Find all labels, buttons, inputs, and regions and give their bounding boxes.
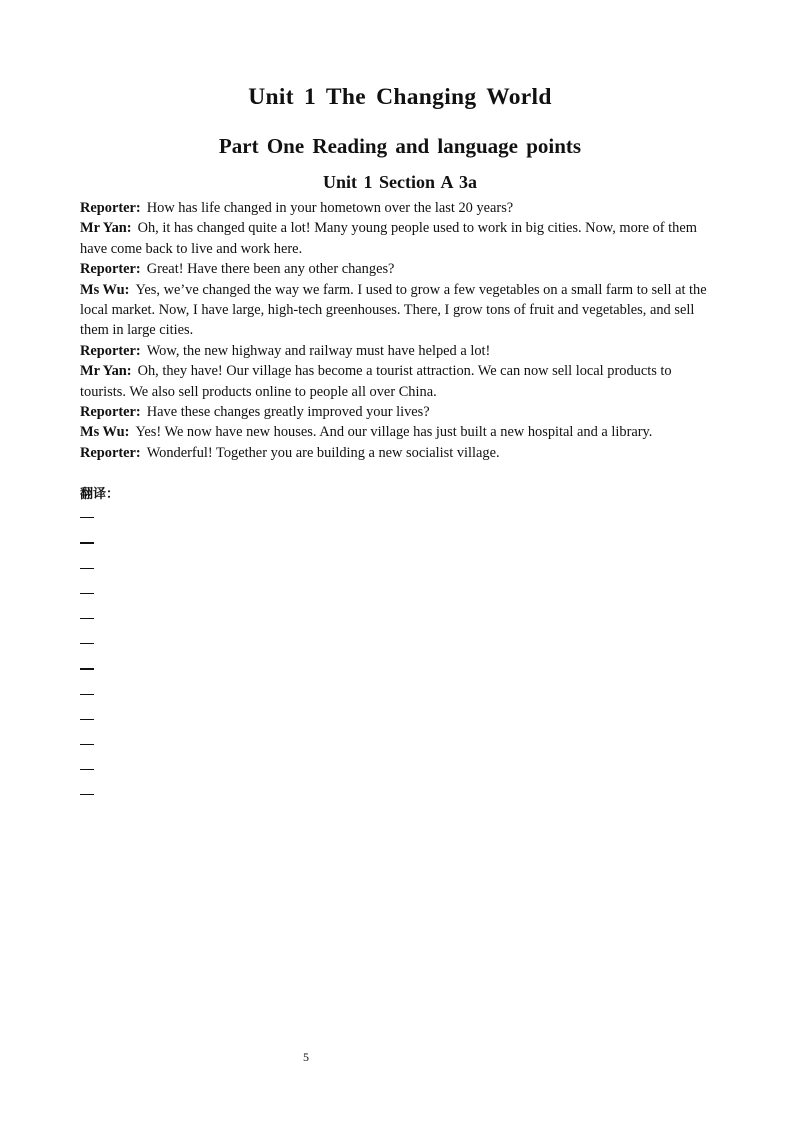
dialogue-text: Oh, they have! Our village has become a tourist attraction. We can now sell local products to tourists. We also sell products online to people all over China. <box>80 363 672 400</box>
dialogue-line <box>80 218 720 259</box>
dialogue-line <box>80 259 720 279</box>
speaker-name: Reporter: <box>80 404 141 421</box>
speaker-name: Ms Wu: <box>80 281 130 298</box>
page-number: 5 <box>303 1050 309 1064</box>
section-heading: Unit 1 Section A 3a <box>322 172 477 192</box>
dialogue-line <box>80 361 720 402</box>
translation-blank-line <box>80 760 720 785</box>
translation-blank-line <box>80 584 720 609</box>
dialogue-text: Have these changes greatly improved your lives? <box>146 404 430 421</box>
dialogue-text: Yes, we’ve changed the way we farm. I used to grow a few vegetables on a small farm to sell at the local market. Now, I have large, high-tech greenhouses. There, I grow tons of fruit and vegetables, and sell them in large cities. <box>80 281 707 339</box>
translation-blank-line <box>80 508 720 533</box>
translation-blank-line <box>80 710 720 735</box>
dialogue-text: Yes! We now have new houses. And our village has just built a new hospital and a library. <box>135 424 653 441</box>
translation-blank-line <box>80 609 720 634</box>
speaker-name: Mr Yan: <box>80 363 132 380</box>
dialogue-text: Wow, the new highway and railway must have helped a lot! <box>146 342 491 359</box>
speaker-name: Ms Wu: <box>80 424 130 441</box>
translation-blank-line <box>80 684 720 709</box>
translation-blank-line <box>80 785 720 810</box>
speaker-name: Reporter: <box>80 444 141 461</box>
dialogue-text: Oh, it has changed quite a lot! Many young people used to work in big cities. Now, more of them have come back to live and work here. <box>80 220 697 257</box>
translation-blank-line <box>80 634 720 659</box>
dialogue-line <box>80 422 720 442</box>
translation-blanks <box>80 508 720 810</box>
dialogue-line <box>80 198 720 218</box>
speaker-name: Reporter: <box>80 261 141 278</box>
translation-blank-line <box>80 558 720 583</box>
dialogue-line <box>80 280 720 341</box>
translation-blank-line <box>80 533 720 558</box>
dialogue-line <box>80 402 720 422</box>
dialogue-text: How has life changed in your hometown over the last 20 years? <box>146 200 514 216</box>
speaker-name: Reporter: <box>80 342 141 359</box>
speaker-name: Reporter: <box>80 200 141 216</box>
dialogue-text: Great! Have there been any other changes? <box>146 261 395 278</box>
translation-blank-line <box>80 659 720 684</box>
part-heading: Part One Reading and language points <box>218 134 582 158</box>
dialogue <box>80 198 720 463</box>
translation-label: 翻译： <box>80 487 120 502</box>
page-title: Unit 1 The Changing World <box>248 84 552 110</box>
dialogue-line <box>80 341 720 361</box>
dialogue-text: Wonderful! Together you are building a new socialist village. <box>146 444 500 461</box>
dialogue-line <box>80 443 720 463</box>
speaker-name: Mr Yan: <box>80 220 132 237</box>
translation-blank-line <box>80 735 720 760</box>
